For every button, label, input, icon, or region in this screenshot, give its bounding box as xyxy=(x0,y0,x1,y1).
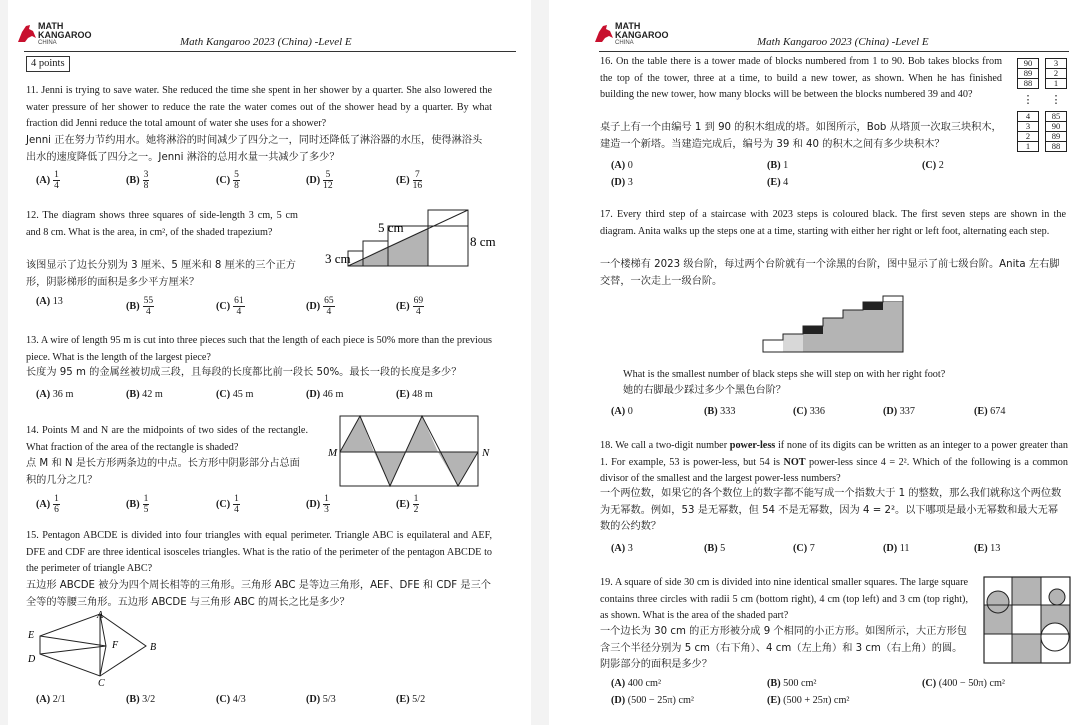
q13-text: 13. A wire of length 95 m is cut into three pieces such that the length of each piece is 50% more than the previous piece. What is the length of the largest piece? xyxy=(26,335,492,363)
q15-choice-c[interactable]: (C) 4/3 xyxy=(216,694,246,705)
q14-choice-a[interactable]: (A) $\frac{1}{6}$ xyxy=(36,494,59,515)
q12-choice-a[interactable]: (A) 13 xyxy=(36,296,63,307)
q15-choice-d[interactable]: (D) 5/3 xyxy=(306,694,336,705)
logo-kangaroo: KANGAROO xyxy=(615,30,669,40)
q16-choice-a[interactable]: (A) 0 xyxy=(611,160,633,171)
q18-choice-d[interactable]: (D) 11 xyxy=(883,543,910,554)
q18-choice-c[interactable]: (C) 7 xyxy=(793,543,815,554)
q17-text: 17. Every third step of a staircase with 2023 steps is coloured black. The first seven steps are shown in the diagram. Anita walks up the steps one at a time, starting with either her right or left foot, alternating each step. xyxy=(600,209,1066,237)
q15-text: 15. Pentagon ABCDE is divided into four triangles with equal perimeter. Triangle ABC is equilateral and AEF, DFE and CDF are three identical isosceles triangles. What is the ratio of the perimeter of the pentagon ABCDE to the perimeter of triangle ABC? xyxy=(26,530,492,574)
q12-label-3cm: 3 cm xyxy=(325,251,351,266)
q15-choice-b[interactable]: (B) 3/2 xyxy=(126,694,156,705)
q18-choice-b[interactable]: (B) 5 xyxy=(704,543,726,554)
q19-choice-a[interactable]: (A) 400 cm² xyxy=(611,678,662,689)
q13-choice-c[interactable]: (C) 45 m xyxy=(216,389,254,400)
points-label: 4 points xyxy=(26,56,70,72)
q14-label-n: N xyxy=(482,447,490,459)
q12-label-5cm: 5 cm xyxy=(378,220,404,235)
logo-math: MATH xyxy=(38,21,64,31)
q11-text: 11. Jenni is trying to save water. She reduced the time she spent in her shower by a quarter. She also lowered the water pressure of her shower to reduce the rate the water comes out of the shower head by a quarter. By what fraction did Jenni reduce the total amount of water she uses for a shower? xyxy=(26,85,492,129)
q17-question: What is the smallest number of black steps she will step on with her right foot? xyxy=(623,369,946,380)
q15-label-a: A xyxy=(97,610,104,621)
q15-choice-e[interactable]: (E) 5/2 xyxy=(396,694,426,705)
q15-chinese: 五边形 ABCDE 被分为四个周长相等的三角形。三角形 ABC 是等边三角形，AEF、DFE 和 CDF 是三个全等的等腰三角形。五边形 ABCDE 与三角形 ABC 的周长之比是多少？ xyxy=(26,580,491,608)
q18-text: 18. We call a two-digit number power-less if none of its digits can be written as an integer to a power greater than 1. For example, 53 is power-less, but 54 is NOT power-less since 4 = 2². Which of the following is a common divisor of the smallest and the largest power-less numbers? xyxy=(600,440,1068,484)
right-page xyxy=(549,0,1080,725)
q16-choice-c[interactable]: (C) 2 xyxy=(922,160,944,171)
q11-choice-b[interactable]: (B) $\frac{3}{8}$ xyxy=(126,170,149,191)
q11-choice-c[interactable]: (C) $\frac{5}{8}$ xyxy=(216,170,239,191)
page-header-title: Math Kangaroo 2023 (China) -Level E xyxy=(757,36,929,48)
q17-choice-c[interactable]: (C) 336 xyxy=(793,406,825,417)
kangaroo-icon xyxy=(16,22,38,44)
q17-question-chinese: 她的右脚最少踩过多少个黑色台阶？ xyxy=(623,385,786,396)
logo-china: CHINA xyxy=(615,40,634,46)
q11-chinese: Jenni 正在努力节约用水。她将淋浴的时间减少了四分之一，同时还降低了淋浴器的水压，使得淋浴头出水的速度降低了四分之一。Jenni 淋浴的总用水量一共减少了多少？ xyxy=(26,135,483,163)
q13-choice-e[interactable]: (E) 48 m xyxy=(396,389,433,400)
q14-choice-d[interactable]: (D) $\frac{1}{3}$ xyxy=(306,494,329,515)
q11-choice-d[interactable]: (D) $\frac{5}{12}$ xyxy=(306,170,333,191)
q13-choice-a[interactable]: (A) 36 m xyxy=(36,389,74,400)
q17-choice-e[interactable]: (E) 674 xyxy=(974,406,1006,417)
q11-choice-a[interactable]: (A) $\frac{1}{4}$ xyxy=(36,170,59,191)
q14-text: 14. Points M and N are the midpoints of two sides of the rectangle. What fraction of the area of the rectangle is shaded? xyxy=(26,425,308,453)
q17-chinese: 一个楼梯有 2023 级台阶，每过两个台阶就有一个涂黑的台阶，图中显示了前七级台阶。Anita 左右脚交替，一次走上一级台阶。 xyxy=(600,259,1060,287)
q15-label-b: B xyxy=(150,642,157,653)
q19-choice-c[interactable]: (C) (400 − 50π) cm² xyxy=(922,678,1005,689)
q12-label-8cm: 8 cm xyxy=(470,234,496,249)
q19-choice-d[interactable]: (D) (500 − 25π) cm² xyxy=(611,695,694,706)
q12-choice-d[interactable]: (D) $\frac{65}{4}$ xyxy=(306,296,334,317)
q16-tower-original: 90 89 88 ⋮ 4 3 2 1 xyxy=(1017,58,1039,152)
q15-pentagon-diagram xyxy=(22,608,172,686)
q19-choice-b[interactable]: (B) 500 cm² xyxy=(767,678,817,689)
q12-text: 12. The diagram shows three squares of side-length 3 cm, 5 cm and 8 cm. What is the area, in cm², of the shaded trapezium? xyxy=(26,210,298,238)
header-rule xyxy=(24,51,516,52)
kangaroo-icon xyxy=(593,22,615,44)
q18-choice-a[interactable]: (A) 3 xyxy=(611,543,633,554)
page-header-title: Math Kangaroo 2023 (China) -Level E xyxy=(180,36,352,48)
header-rule xyxy=(599,51,1069,52)
q15-label-d: D xyxy=(28,654,36,665)
q16-choice-e[interactable]: (E) 4 xyxy=(767,177,789,188)
q19-choice-e[interactable]: (E) (500 + 25π) cm² xyxy=(767,695,850,706)
q14-choice-c[interactable]: (C) $\frac{1}{4}$ xyxy=(216,494,239,515)
q13-choice-b[interactable]: (B) 42 m xyxy=(126,389,163,400)
q14-rectangle-diagram xyxy=(322,412,502,490)
q16-chinese: 桌子上有一个由编号 1 到 90 的积木组成的塔。如图所示，Bob 从塔顶一次取三块积木，建造一个新塔。当建造完成后，编号为 39 和 40 的积木之间有多少块积木？ xyxy=(600,122,1002,150)
q12-choice-c[interactable]: (C) $\frac{61}{4}$ xyxy=(216,296,244,317)
q14-chinese: 点 M 和 N 是长方形两条边的中点。长方形中阴影部分占总面积的几分之几？ xyxy=(26,458,300,486)
q16-choice-b[interactable]: (B) 1 xyxy=(767,160,789,171)
left-page xyxy=(8,0,531,725)
q17-choice-b[interactable]: (B) 333 xyxy=(704,406,736,417)
logo-china: CHINA xyxy=(38,40,57,46)
q12-choice-b[interactable]: (B) $\frac{55}{4}$ xyxy=(126,296,154,317)
q15-choice-a[interactable]: (A) 2/1 xyxy=(36,694,66,705)
q15-label-f: F xyxy=(112,640,119,651)
q11-choice-e[interactable]: (E) $\frac{7}{16}$ xyxy=(396,170,423,191)
q16-choice-d[interactable]: (D) 3 xyxy=(611,177,633,188)
q13-choice-d[interactable]: (D) 46 m xyxy=(306,389,344,400)
logo-kangaroo: KANGAROO xyxy=(38,30,92,40)
logo-math: MATH xyxy=(615,21,641,31)
q19-chinese: 一个边长为 30 cm 的正方形被分成 9 个相同的小正方形。如图所示，大正方形包含三个半径分别为 5 cm（右下角）、4 cm（左上角）和 3 cm（右上角）的圆。阴影部分的面积是多少？ xyxy=(600,626,967,670)
q14-label-m: M xyxy=(328,447,338,459)
q17-staircase-diagram xyxy=(761,294,911,356)
q12-chinese: 该图显示了边长分别为 3 厘米、5 厘米和 8 厘米的三个正方形，阴影梯形的面积是多少平方厘米？ xyxy=(26,260,296,288)
q16-text: 16. On the table there is a tower made of blocks numbered from 1 to 90. Bob takes blocks from the top of the tower, three at a time, to build a new tower, as shown. When he has finished building the new tower, how many blocks will be between the blocks numbered 39 and 40? xyxy=(600,56,1002,100)
q18-choice-e[interactable]: (E) 13 xyxy=(974,543,1001,554)
q19-square-diagram xyxy=(983,576,1071,664)
q16-tower-new: 3 2 1 ⋮ 85 90 89 88 xyxy=(1045,58,1067,152)
q15-label-c: C xyxy=(98,678,105,686)
q13-chinese: 长度为 95 m 的金属丝被切成三段，且每段的长度都比前一段长 50%。最长一段的长度是多少？ xyxy=(26,367,462,378)
q18-chinese: 一个两位数，如果它的各个数位上的数字都不能写成一个指数大于 1 的整数，那么我们就称这个两位数为无幂数。例如，53 是无幂数，但 54 不是无幂数，因为 4 = 2²。以下哪项是最小无幂数和最大无幂数的公约数？ xyxy=(600,488,1062,532)
q19-text: 19. A square of side 30 cm is divided into nine identical smaller squares. The large square contains three circles with radii 5 cm (bottom right), 4 cm (top left) and 3 cm (top right), as shown. What is the area of the shaded part? xyxy=(600,577,968,621)
q17-choice-a[interactable]: (A) 0 xyxy=(611,406,633,417)
q14-choice-b[interactable]: (B) $\frac{1}{5}$ xyxy=(126,494,149,515)
q12-squares-diagram xyxy=(308,206,508,272)
q15-label-e: E xyxy=(28,630,35,641)
q14-choice-e[interactable]: (E) $\frac{1}{2}$ xyxy=(396,494,419,515)
q12-choice-e[interactable]: (E) $\frac{69}{4}$ xyxy=(396,296,424,317)
q17-choice-d[interactable]: (D) 337 xyxy=(883,406,915,417)
